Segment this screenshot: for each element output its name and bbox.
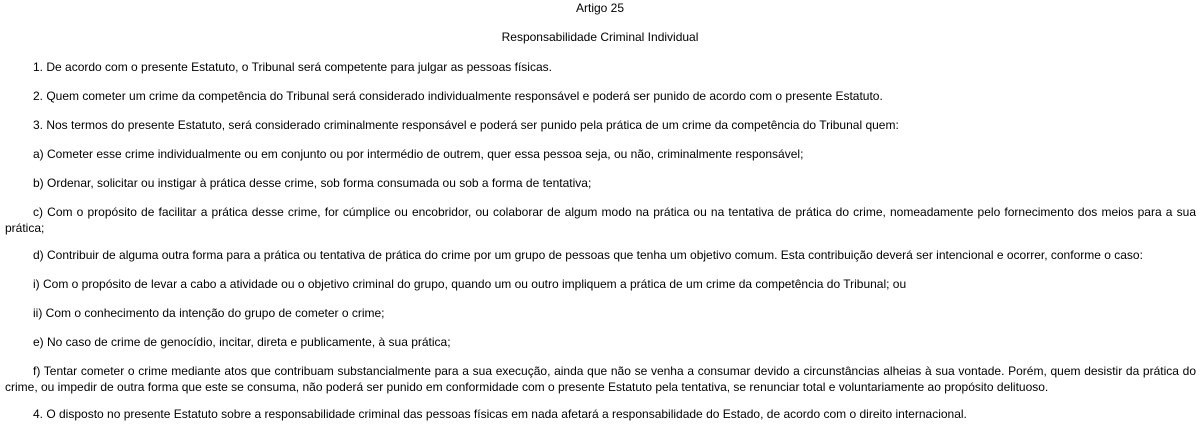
paragraph-3: 3. Nos termos do presente Estatuto, será considerado criminalmente responsável e poderá ser punido pela prática de um crime da competência do Tribunal quem: [33, 118, 899, 132]
paragraph-3e: e) No caso de crime de genocídio, incitar, direta e publicamente, à sua prática; [33, 335, 451, 349]
paragraph-4: 4. O disposto no presente Estatuto sobre a responsabilidade criminal das pessoas físicas em nada afetará a responsabilidade do Estado, de acordo com o direito internacional. [33, 407, 967, 421]
article-title: Responsabilidade Criminal Individual [501, 30, 699, 44]
paragraph-2: 2. Quem cometer um crime da competência do Tribunal será considerado individualmente responsável e poderá ser punido de acordo com o presente Estatuto. [33, 89, 883, 103]
paragraph-3d-i: i) Com o propósito de levar a cabo a atividade ou o objetivo criminal do grupo, quando um ou outro impliquem a prática de um crime da competência do Tribunal; ou [33, 277, 907, 291]
paragraph-3d: d) Contribuir de alguma outra forma para a prática ou tentativa de prática do crime por um grupo de pessoas que tenha um objetivo comum. Esta contribuição deverá ser intencional e ocorrer, conforme o caso: [33, 248, 1143, 262]
paragraph-3b: b) Ordenar, solicitar ou instigar à prática desse crime, sob forma consumada ou sob a forma de tentativa; [33, 176, 592, 190]
paragraph-3a: a) Cometer esse crime individualmente ou em conjunto ou por intermédio de outrem, quer essa pessoa seja, ou não, criminalmente responsável; [33, 147, 804, 161]
paragraph-3f: f) Tentar cometer o crime mediante atos que contribuam substancialmente para a sua execução, ainda que não se venha a consumar devido a circunstâncias alheias à sua vontade. Porém, quem desistir da prática do crime, ou impedir de outra forma que este se consuma, não poderá ser punido em conformidade com o presente Estatuto pela tentativa, se renunciar total e voluntariamente ao propósito delituoso. [5, 364, 1196, 394]
paragraph-3d-ii: ii) Com o conhecimento da intenção do grupo de cometer o crime; [33, 306, 385, 320]
paragraph-1: 1. De acordo com o presente Estatuto, o Tribunal será competente para julgar as pessoas físicas. [33, 60, 552, 74]
article-heading: Artigo 25 [575, 1, 625, 15]
paragraph-3c: c) Com o propósito de facilitar a prática desse crime, for cúmplice ou encobridor, ou colaborar de algum modo na prática ou na tentativa de prática do crime, nomeadamente pelo fornecimento dos meios para a sua prática; [5, 205, 1196, 235]
